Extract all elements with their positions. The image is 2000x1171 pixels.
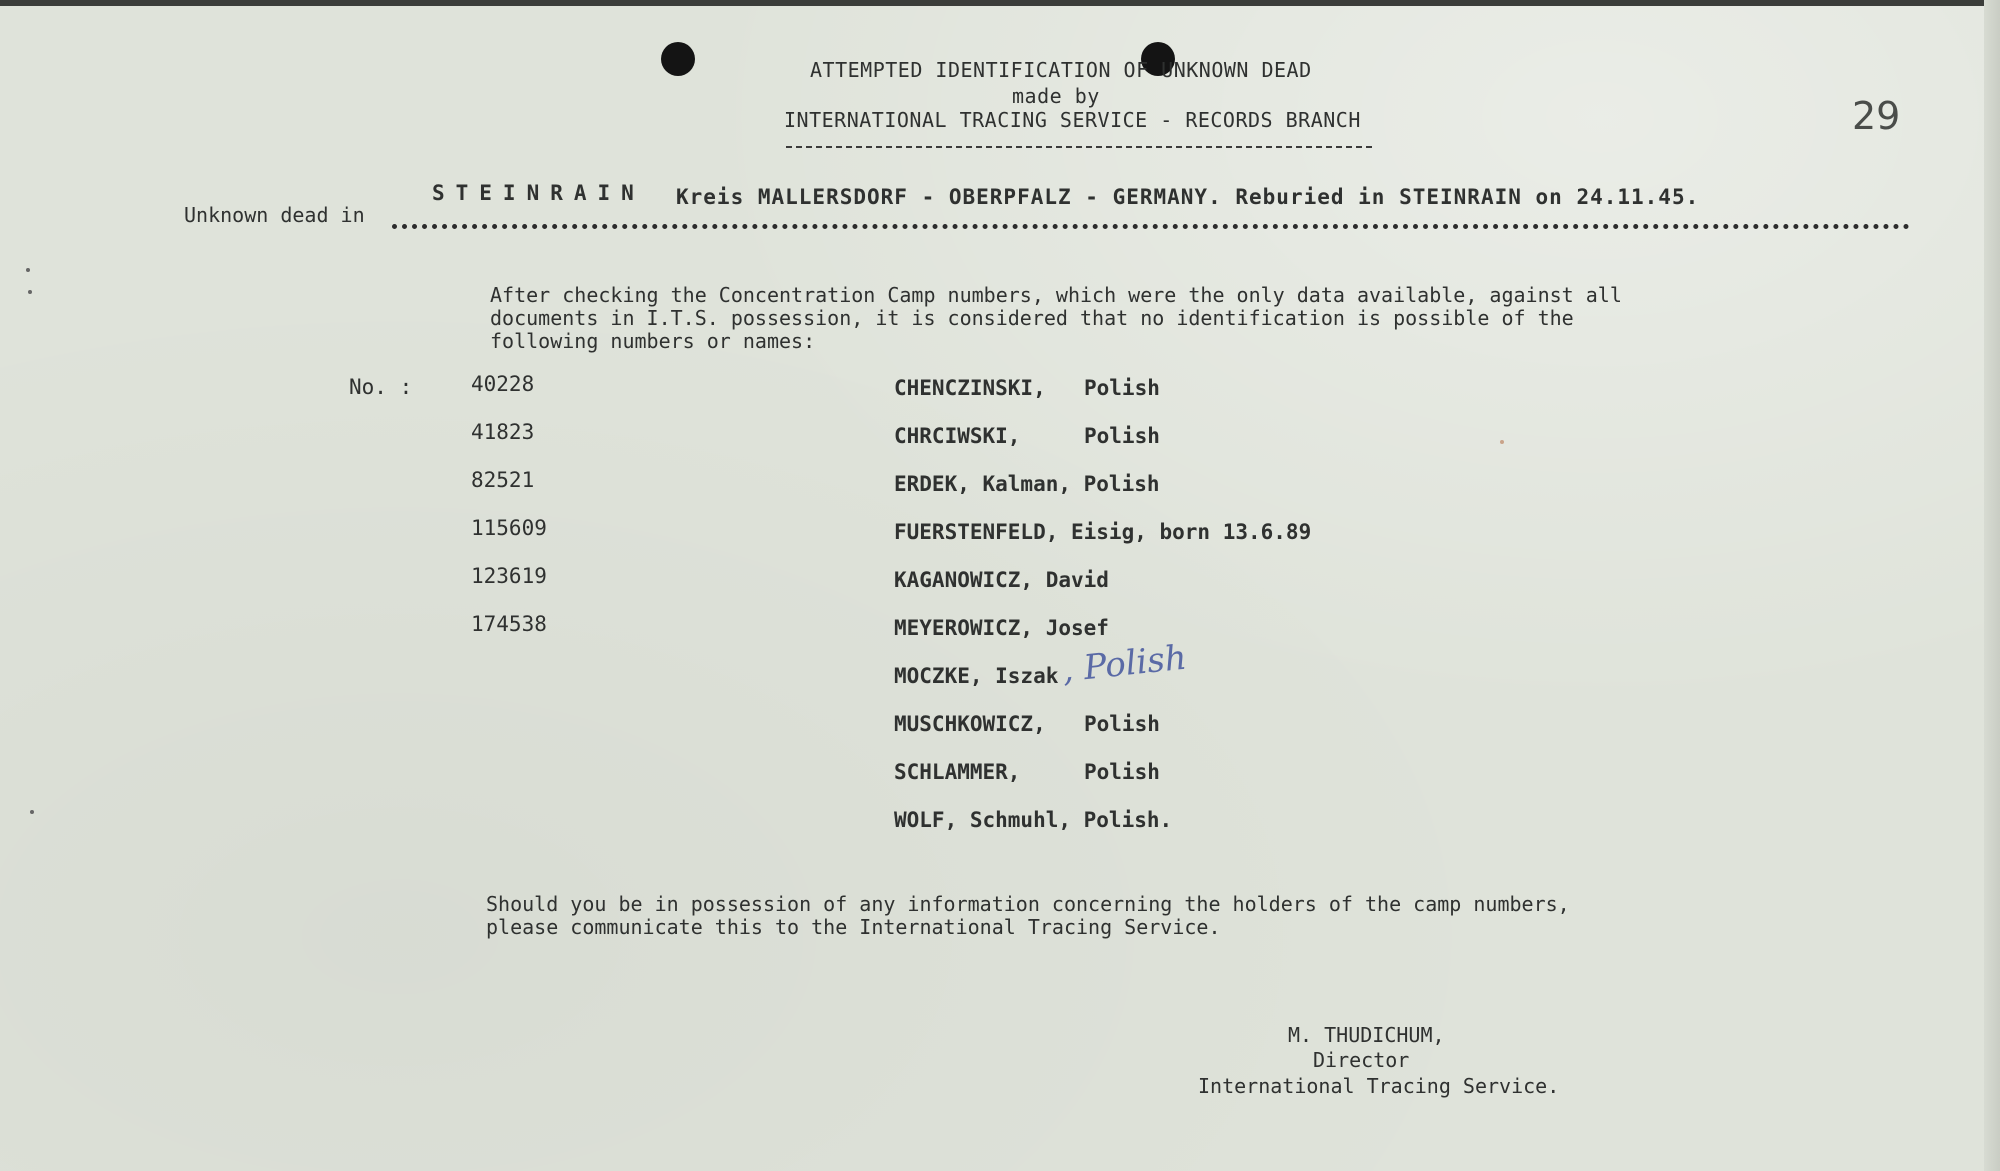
card-right-edge bbox=[1984, 0, 2000, 1171]
camp-number: 115609 bbox=[471, 516, 547, 540]
closing-line-1: Should you be in possession of any information concerning the holders of the camp numbers, bbox=[486, 892, 1570, 916]
camp-number: 123619 bbox=[471, 564, 547, 588]
location-place: STEINRAIN bbox=[432, 181, 645, 205]
header-title: ATTEMPTED IDENTIFICATION OF UNKNOWN DEAD bbox=[810, 58, 1312, 82]
person-nationality: Polish bbox=[1084, 712, 1160, 736]
person-name: SCHLAMMER, bbox=[894, 760, 1021, 784]
handwritten-note: , Polish bbox=[1060, 637, 1189, 691]
intro-line-1: After checking the Concentration Camp numbers, which were the only data available, against all bbox=[490, 283, 1622, 307]
camp-number: 40228 bbox=[471, 372, 535, 396]
header-made-by: made by bbox=[1012, 84, 1100, 108]
paper-speck bbox=[1500, 440, 1504, 444]
header-organization: INTERNATIONAL TRACING SERVICE - RECORDS BRANCH bbox=[784, 108, 1361, 132]
location-details: Kreis MALLERSDORF - OBERPFALZ - GERMANY. Reburied in STEINRAIN on 24.11.45. bbox=[676, 185, 1700, 209]
location-dotted-line bbox=[392, 224, 1910, 229]
camp-number: 174538 bbox=[471, 612, 547, 636]
signature-name: M. THUDICHUM, bbox=[1288, 1023, 1445, 1047]
person-name: FUERSTENFELD, Eisig, born 13.6.89 bbox=[894, 520, 1312, 544]
paper-speck bbox=[26, 268, 30, 272]
person-nationality: Polish bbox=[1084, 424, 1160, 448]
list-label: No. : bbox=[349, 375, 413, 399]
person-name: CHRCIWSKI, bbox=[894, 424, 1021, 448]
person-name: MEYEROWICZ, Josef bbox=[894, 616, 1109, 640]
camp-number: 82521 bbox=[471, 468, 535, 492]
person-name: CHENCZINSKI, bbox=[894, 376, 1046, 400]
camp-number: 41823 bbox=[471, 420, 535, 444]
person-name: MUSCHKOWICZ, bbox=[894, 712, 1046, 736]
punch-hole-left bbox=[661, 42, 695, 76]
person-name: WOLF, Schmuhl, Polish. bbox=[894, 808, 1173, 832]
header-underline bbox=[786, 146, 1372, 148]
person-nationality: Polish bbox=[1084, 760, 1160, 784]
card-top-edge bbox=[0, 0, 2000, 6]
location-label: Unknown dead in bbox=[184, 203, 365, 227]
person-nationality: Polish bbox=[1084, 376, 1160, 400]
signature-organization: International Tracing Service. bbox=[1198, 1074, 1560, 1098]
intro-line-2: documents in I.T.S. possession, it is considered that no identification is possible of the bbox=[490, 306, 1574, 330]
intro-line-3: following numbers or names: bbox=[490, 329, 816, 353]
person-name: ERDEK, Kalman, Polish bbox=[894, 472, 1160, 496]
person-name: MOCZKE, Iszak bbox=[894, 664, 1059, 688]
closing-line-2: please communicate this to the International Tracing Service. bbox=[486, 915, 1221, 939]
page-number: 29 bbox=[1852, 94, 1901, 138]
paper-speck bbox=[30, 810, 34, 814]
person-name: KAGANOWICZ, David bbox=[894, 568, 1109, 592]
paper-speck bbox=[28, 290, 32, 294]
signature-title: Director bbox=[1313, 1048, 1410, 1072]
